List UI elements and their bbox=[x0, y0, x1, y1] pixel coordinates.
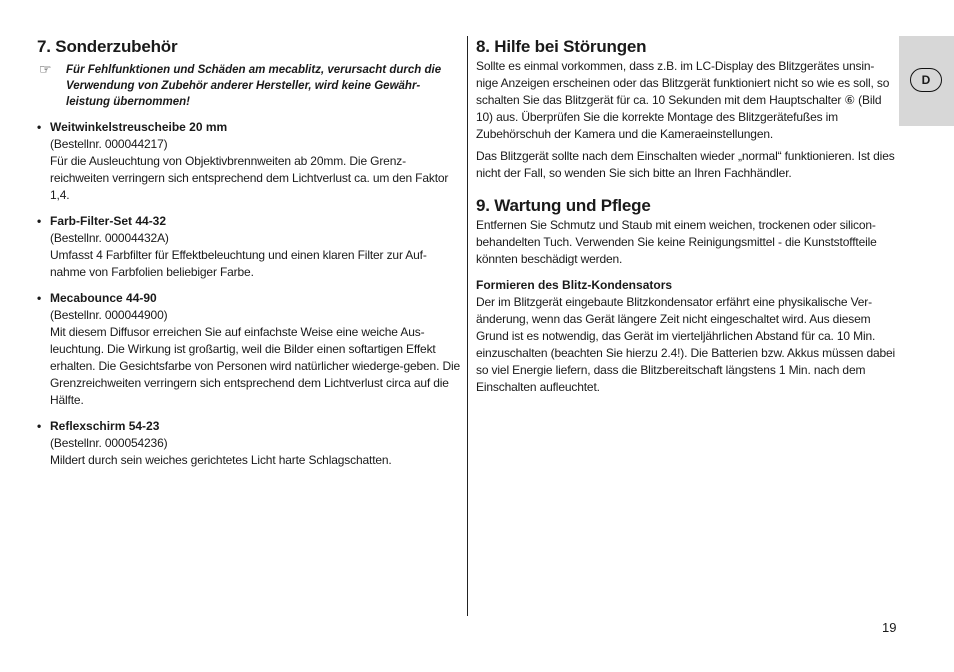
accessory-item bbox=[37, 119, 461, 204]
capacitor-subheading: Formieren des Blitz-Kondensators bbox=[476, 278, 673, 292]
capacitor-paragraph: Der im Blitzgerät eingebaute Blitzkondensator erfährt eine physikalische Ver-änderung, wenn das Gerät längere Zeit nicht eingeschaltet wird. Aus diesem Grund ist es notwendig, das Gerät im vierteljährlichen Abstand für ca. 10 Min. einzuschalten (beachten Sie hierzu 2.4!). Die Batterien bzw. Akkus müssen dabei so viel Energie liefern, dass die Blitzbereitschaft längstens 1 Min. nach dem Einschalten aufleuchtet. bbox=[476, 295, 896, 394]
language-tab bbox=[899, 36, 954, 126]
accessory-name: • Weitwinkelstreuscheibe 20 mm bbox=[37, 119, 461, 136]
column-divider bbox=[467, 36, 468, 616]
warning-note-text: Für Fehlfunktionen und Schäden am mecablitz, verursacht durch die Verwendung von Zubehör anderer Hersteller, wird keine Gewähr-leistung übernommen! bbox=[66, 64, 442, 108]
accessory-body bbox=[37, 230, 461, 281]
order-number: (Bestellnr. 000044217) bbox=[50, 137, 168, 151]
accessory-description: Mit diesem Diffusor erreichen Sie auf einfachste Weise eine weiche Aus-leuchtung. Die Wirkung ist großartig, weil die Bilder einen softartigen Effekt erhalten. Die Gesichtsfarbe von Personen wird natürlicher wiederge-geben. Die Grenzreichweiten verringern sich entsprechend dem Lichtverlust circa auf die Hälfte. bbox=[50, 325, 461, 407]
page-number: 19 bbox=[882, 620, 897, 635]
right-column bbox=[476, 36, 896, 396]
accessory-description: Mildert durch sein weiches gerichtetes Licht harte Schlagschatten. bbox=[50, 453, 392, 467]
language-badge: D bbox=[910, 68, 942, 92]
accessory-name: • Mecabounce 44-90 bbox=[37, 290, 461, 307]
order-number: (Bestellnr. 000044900) bbox=[50, 308, 168, 322]
warning-note bbox=[37, 62, 461, 110]
section-8-paragraph-2: Das Blitzgerät sollte nach dem Einschalten wieder „normal“ funktionieren. Ist dies nicht der Fall, so wenden Sie sich bitte an Ihren Fachhändler. bbox=[476, 149, 895, 180]
order-number: (Bestellnr. 00004432A) bbox=[50, 231, 169, 245]
accessory-body bbox=[37, 435, 461, 469]
section-8-paragraph-1: Sollte es einmal vorkommen, dass z.B. im LC-Display des Blitzgerätes unsin-nige Anzeigen erscheinen oder das Blitzgerät funktioniert nicht so wie es soll, so schalten Sie das Blitzgerät für ca. 10 Sekunden mit dem Hauptschalter ⑥ (Bild 10) aus. Überprüfen Sie die korrekte Montage des Blitzgerätefußes im Zubehörschuh der Kamera und die Kameraeinstellungen. bbox=[476, 59, 890, 141]
accessory-name: • Farb-Filter-Set 44-32 bbox=[37, 213, 461, 230]
accessory-body bbox=[37, 136, 461, 204]
left-column bbox=[37, 36, 461, 469]
section-7-title: 7. Sonderzubehör bbox=[37, 37, 178, 56]
section-9-paragraph: Entfernen Sie Schmutz und Staub mit einem weichen, trockenen oder silicon-behandelten Tuch. Verwenden Sie keine Reinigungsmittel - die Kunststoffteile könnten beschädigt werden. bbox=[476, 218, 877, 266]
pointing-hand-icon: ☞ bbox=[39, 61, 52, 77]
section-9-title: 9. Wartung und Pflege bbox=[476, 196, 651, 215]
accessory-item bbox=[37, 213, 461, 281]
order-number: (Bestellnr. 000054236) bbox=[50, 436, 168, 450]
accessory-body bbox=[37, 307, 461, 409]
accessory-list bbox=[37, 119, 461, 469]
accessory-item bbox=[37, 418, 461, 469]
section-8-title: 8. Hilfe bei Störungen bbox=[476, 37, 647, 56]
accessory-item bbox=[37, 290, 461, 409]
accessory-name: • Reflexschirm 54-23 bbox=[37, 418, 461, 435]
accessory-description: Umfasst 4 Farbfilter für Effektbeleuchtung und einen klaren Filter zur Auf-nahme von Farbfolien beliebiger Farbe. bbox=[50, 248, 427, 279]
accessory-description: Für die Ausleuchtung von Objektivbrennweiten ab 20mm. Die Grenz-reichweiten verringern sich entsprechend dem Lichtverlust ca. um den Faktor 1,4. bbox=[50, 154, 449, 202]
